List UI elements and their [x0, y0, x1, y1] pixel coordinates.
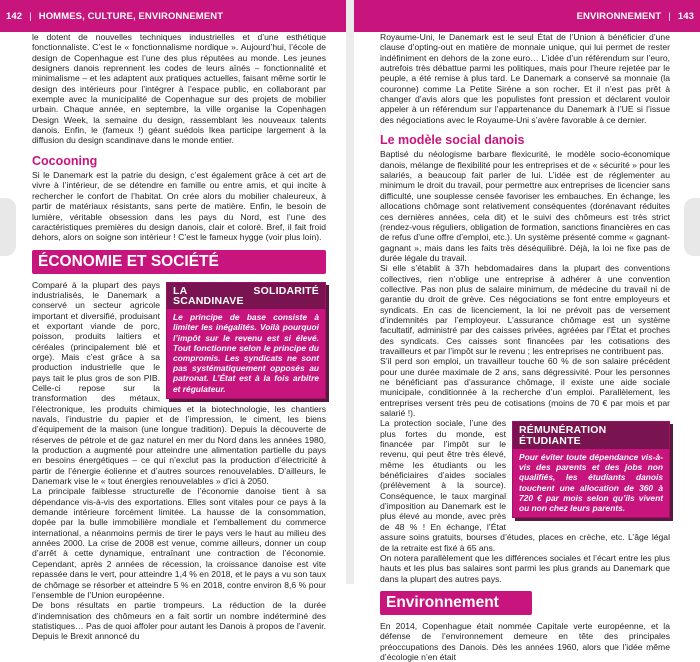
right-thumb-tab	[684, 198, 700, 256]
economy-paragraph-2: La principale faiblesse structurelle de l’économie danoise tient à sa dépendance vis-à-vis des exportations. Elles sont vitales pour ce pays à la demande intérieure forcément limitée. La hausse de la consommation, dopée par la bulle immobilière mondiale et l’emballement du commerce international, a néanmoins permis de tirer le pays vers le haut au milieu des années 2000. La crise de 2008 est venue, comme ailleurs, donner un coup d’arrêt à cette dynamique, entraînant une contraction de l’économie. Cependant, après 2 années de récession, la croissance danoise est vite repassée dans le vert, pour atteindre 1,4 % en 2018, et le pays a vu son taux de chômage se résorber et atteindre 5 % en 2018, contre environ 8,6 % pour l’ensemble de l’Union européenne.	[32, 486, 326, 600]
student-box-title: RÉMUNÉRATION ÉTUDIANTE	[513, 422, 669, 449]
social-paragraph-2: Si elle s’établit à 37h hebdomadaires dans la plupart des conventions collectives, rien n’oblige une entreprise à adhérer à une convention collective. Pas non plus de salaire minimum, de médecine du travail ni de garantie du droit de grève. Ces négociations se font entre employeurs et syndicats. En cas de licenciement, la loi ne prévoit pas de versement d’indemnités par l’employeur. L’assurance chômage est un système facultatif, administré par des caisses privées, agréées par l’État et proches des syndicats. Ces caisses sont financées par les cotisations des travailleurs et par l’impôt sur le revenu ; les entreprises ne contribuent pas.	[380, 263, 670, 356]
header-separator: |	[668, 10, 671, 22]
left-page-column	[32, 32, 326, 642]
social-model-heading: Le modèle social danois	[380, 133, 525, 148]
student-box-text: Pour éviter toute dépendance vis-à-vis des parents et des jobs non qualifiés, les étudiants danois touchent une allocation de 360 à 720 € par mois selon qu’ils vivent ou non chez leurs parents.	[513, 449, 669, 517]
right-running-title: ENVIRONNEMENT	[576, 10, 662, 22]
left-running-title: HOMMES, CULTURE, ENVIRONNEMENT	[38, 10, 224, 22]
right-page-number: 143	[677, 10, 694, 22]
student-pay-sidebar-box	[512, 421, 670, 518]
left-thumb-tab	[0, 198, 16, 256]
solidarity-box-title: LA SOLIDARITÉ SCANDINAVE	[167, 283, 325, 310]
right-intro-paragraph: Royaume-Uni, le Danemark est le seul État de l’Union à bénéficier d’une clause d’opting-out en matière de monnaie unique, qui lui permet de rester indéfiniment en dehors de la zone euro… L’idée d’un référendum sur l’euro, autrefois très débattue parmi les politiques, mais pour l’heure rejetée par le peuple, a été remise à plus tard. Le Danemark a conservé sa monnaie (la couronne) comme La Petite Sirène a son rocher. Et il n’est pas prêt à changer d’avis alors que les populistes font pression et déclarent vouloir appeler à un référendum sur l’appartenance du Danemark à l’UE si l’issue des négociations avec le Royaume-Uni s’avère favorable à ce dernier.	[380, 32, 670, 125]
social-paragraph-1: Baptisé du néologisme barbare flexicurité, le modèle socio-économique danois, mélange de flexibilité pour les entreprises et de « sécurité » pour les salariés, a beaucoup fait parler de lui. L’idée est de réglementer au minimum le droit du travail, pour permettre aux entreprises de licencier sans difficulté, une souplesse censée favoriser les embauches. En échange, les allocations chômage sont relativement conséquentes (dorénavant réduites ces dernières années, cela dit) et le suivi des chômeurs est très strict (rendez-vous réguliers, obligation de formation, sanctions financières en cas de refus d’une offre d’emploi, etc.). Un système présenté comme « gagnant-gagnant », mais dans les faits très déséquilibré. Déjà, la loi ne fixe pas de durée légale du travail.	[380, 149, 670, 263]
book-gutter	[346, 0, 354, 584]
left-page-header	[0, 0, 346, 32]
social-paragraph-5: On notera parallèlement que les différences sociales et l’écart entre les plus hauts et les plus bas salaires sont parmi les plus grands au Danemark que dans la plupart des autres pays.	[380, 552, 670, 584]
right-page-header	[354, 0, 700, 32]
left-page-number: 142	[6, 10, 23, 22]
left-intro-paragraph: le dotent de nouvelles techniques industrielles et d’une esthétique fonctionnaliste. C’est le « fonctionnalisme nordique ». Aujourd’hui, l’école de design de Copenhague est l’une des plus réputées au monde. Les jeunes designers danois reprennent les codes de leurs aînés – fonctionnalité et minimalisme – et les adaptent aux pratiques actuelles, faisant même sortir le design des intérieurs pour l’intégrer à l’espace public, en collaborant par exemple avec la municipalité de Copenhague sur des projets de mobilier urbain. Chaque année, en septembre, la ville organise la Copenhagen Design Week, la semaine du design, rassemblant les nouveaux talents danois. Enfin, le (fameux !) géant suédois Ikea participe largement à la diffusion du design scandinave dans le monde entier.	[32, 32, 326, 146]
solidarity-box-text: Le principe de base consiste à limiter les inégalités. Voilà pourquoi l’impôt sur le revenu est si élevé. Tout fonctionne selon le principe du compromis. Les syndicats ne sont pas systématiquement opposés au patronat. L’État est à la fois arbitre et régulateur.	[167, 309, 325, 398]
economy-paragraph-1: Comparé à la plupart des pays industrialisés, le Danemark a conservé un secteur agricole important et diversifié, produisant et exportant viande de porc, poisson, produits laitiers et céréales (principalement blé et orge). Mais c’est grâce à sa production industrielle que le pays tait le plus gros de son PIB. Celle-ci repose sur la transformation des métaux, l’électronique, les produits chimiques et la biotechnologie, les chantiers navals, l’industrie du papier et de l’impression, le ciment, les biens d’équipement de la maison (une longue tradition). Depuis la découverte de réserves de pétrole et de gaz naturel en mer du Nord dans les années 1980, la production a augmenté pour atteindre une alimentation partielle du pays en besoins énergétiques – ce qui n’exclut pas la production d’électricité à partir de l’énergie éolienne et d’autres sources renouvelables. D’ailleurs, le Danemark vise le « tout énergies renouvelables » d’ici à 2050.	[32, 279, 326, 487]
social-paragraph-3: S’il perd son emploi, un travailleur touche 60 % de son salaire précédent pour une durée maximale de 2 ans, sans dégressivité. Pour les personnes ne bénéficiant pas d’assurance chômage, il existe une aide sociale municipale, conditionnée à la recherche d’un emploi. Parallèlement, les entreprises versent très peu de cotisations (moins de 70 € par mois et par salarié !).	[380, 356, 670, 419]
cocooning-heading: Cocooning	[32, 153, 98, 168]
right-page-column	[380, 32, 670, 662]
social-paragraph-4: La protection sociale, l’une des plus fortes du monde, est financée par l’impôt sur le revenu, qui peut être très élevé, même les étudiants ou les bénéficiaires d’aides sociales (prélèvement à la source). Conséquence, le taux marginal d’imposition au Danemark est le plus élevé au monde, avec près de 48 % ! En échange, l’État assure soins gratuits, bourses d’études, places en crèche, etc. L’âge légal de la retraite est fixé à 65 ans.	[380, 418, 670, 553]
solidarity-sidebar-box	[166, 282, 326, 399]
environment-paragraph: En 2014, Copenhague était nommée Capitale verte européenne, et la défense de l’environnement demeure en tête des principales préoccupations des Danois. Dès les années 1960, alors que l’idée même d’écologie n’en était	[380, 620, 670, 662]
economy-paragraph-3: De bons résultats en partie trompeurs. La réduction de la durée d’indemnisation des chômeurs en a fait sortir un nombre indéterminé des statistiques… Pas de quoi affoler pour autant les Danois à propos de l’avenir. Depuis le Brexit annoncé du	[32, 600, 326, 642]
cocooning-paragraph: Si le Danemark est la patrie du design, c’est également grâce à cet art de vivre à l’intérieur, de se détendre en famille ou entre amis, et qui incite à rechercher le confort de l’habitat. On crée alors du mobilier chaleureux, à partir de matériaux résistants, sans perte de matière. Enfin, le besoin de lumière, véritable obsession dans les pays du Nord, est l’une des caractéristiques premières du design danois, clair et coloré. Bref, il fait froid dehors, alors on soigne son intérieur ! C’est le fameux hygge (voir plus loin).	[32, 170, 326, 243]
economy-section-heading: ÉCONOMIE ET SOCIÉTÉ	[32, 250, 326, 274]
header-separator: |	[29, 10, 32, 22]
environment-section-heading: Environnement	[380, 591, 532, 615]
